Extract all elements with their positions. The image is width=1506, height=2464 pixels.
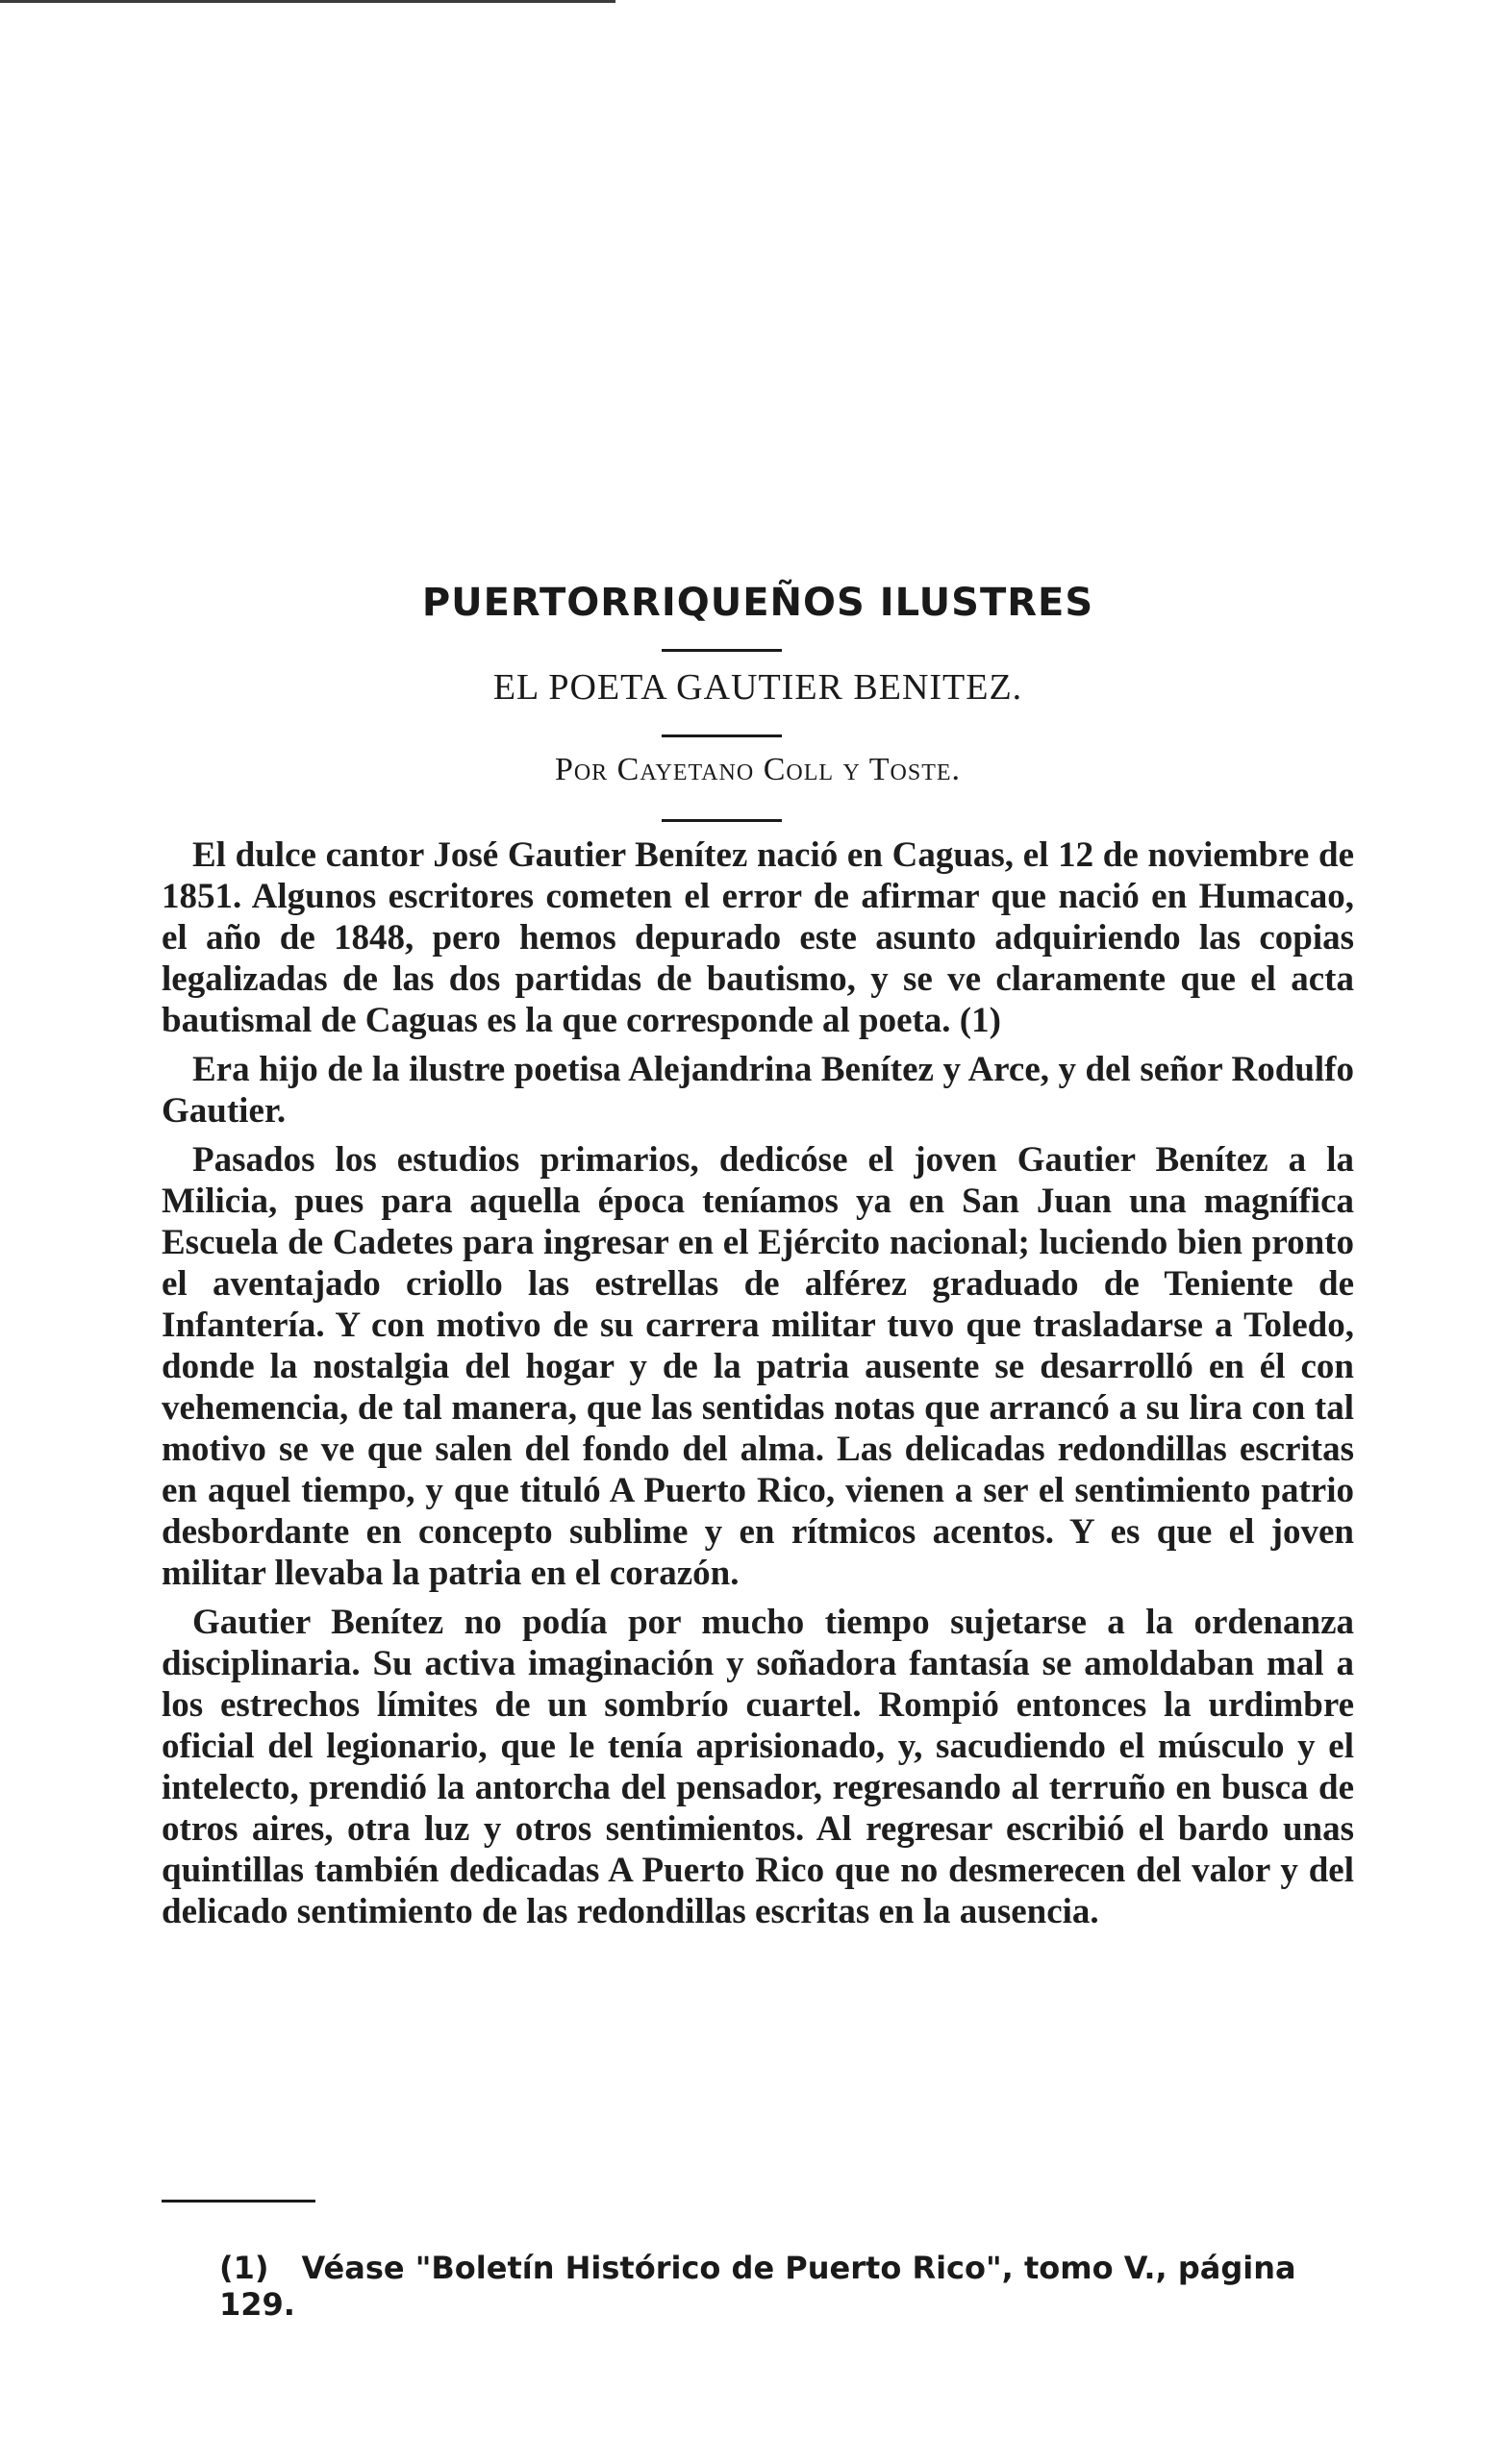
author-byline: Por Cayetano Coll y Toste. — [554, 752, 962, 787]
title-divider-middle — [662, 734, 782, 737]
footnote-mark: (1) — [219, 2250, 269, 2286]
title-divider-bottom — [662, 819, 782, 822]
footnote-text: Véase "Boletín Histórico de Puerto Rico", tomo V., página 129. — [219, 2250, 1296, 2323]
series-title: PUERTORRIQUEÑOS ILUSTRES — [421, 581, 1094, 625]
paragraph-birth: El dulce cantor José Gautier Benítez nació en Caguas, el 12 de noviembre de 1851. Algunos escritores cometen el error de afirmar que nació en Humacao, el año de 1848, pero hemos depurado este asunto adquiriendo las copias legalizadas de las dos partidas de bautismo, y se ve claramente que el acta bautismal de Caguas es la que corresponde al poeta. (1) — [162, 835, 1354, 1040]
paragraph-military: Pasados los estudios primarios, dedicóse el joven Gautier Benítez a la Milicia, pues para aquella época teníamos ya en San Juan una magnífica Escuela de Cadetes para ingresar en el Ejército nacional; luciendo bien pronto el aventajado criollo las estrellas de alférez graduado de Teniente de Infantería. Y con motivo de su carrera militar tuvo que trasladarse a Toledo, donde la nostalgia del hogar y de la patria ausente se desarrolló en él con vehemencia, de tal manera, que las sentidas notas que arrancó a su lira con tal motivo se ve que salen del fondo del alma. Las delicadas redondillas escritas en aquel tiempo, y que tituló A Puerto Rico, vienen a ser el sentimiento patrio desbordante en concepto sublime y en rítmicos acentos. Y es que el joven militar llevaba la patria en el corazón. — [162, 1140, 1354, 1593]
article-title: EL POETA GAUTIER BENITEZ. — [492, 667, 1023, 708]
paragraph-return: Gautier Benítez no podía por mucho tiempo sujetarse a la ordenanza disciplinaria. Su activa imaginación y soñadora fantasía se amoldaban mal a los estrechos límites de un sombrío cuartel. Rompió entonces la urdimbre oficial del legionario, que le tenía aprisionado, y, sacudiendo el músculo y el intelecto, prendió la antorcha del pensador, regresando al terruño en busca de otros aires, otra luz y otros sentimientos. Al regresar escribió el bardo unas quintillas también dedicadas A Puerto Rico que no desmerecen del valor y del delicado sentimiento de las redondillas escritas en la ausencia. — [162, 1603, 1354, 1931]
article-body — [162, 834, 1354, 1940]
paragraph-parents: Era hijo de la ilustre poetisa Alejandrina Benítez y Arce, y del señor Rodulfo Gautier. — [162, 1050, 1354, 1131]
scan-edge-line — [0, 0, 615, 3]
footnote-divider — [162, 2200, 315, 2203]
footnote — [219, 2250, 1354, 2323]
title-divider-top — [662, 649, 782, 652]
